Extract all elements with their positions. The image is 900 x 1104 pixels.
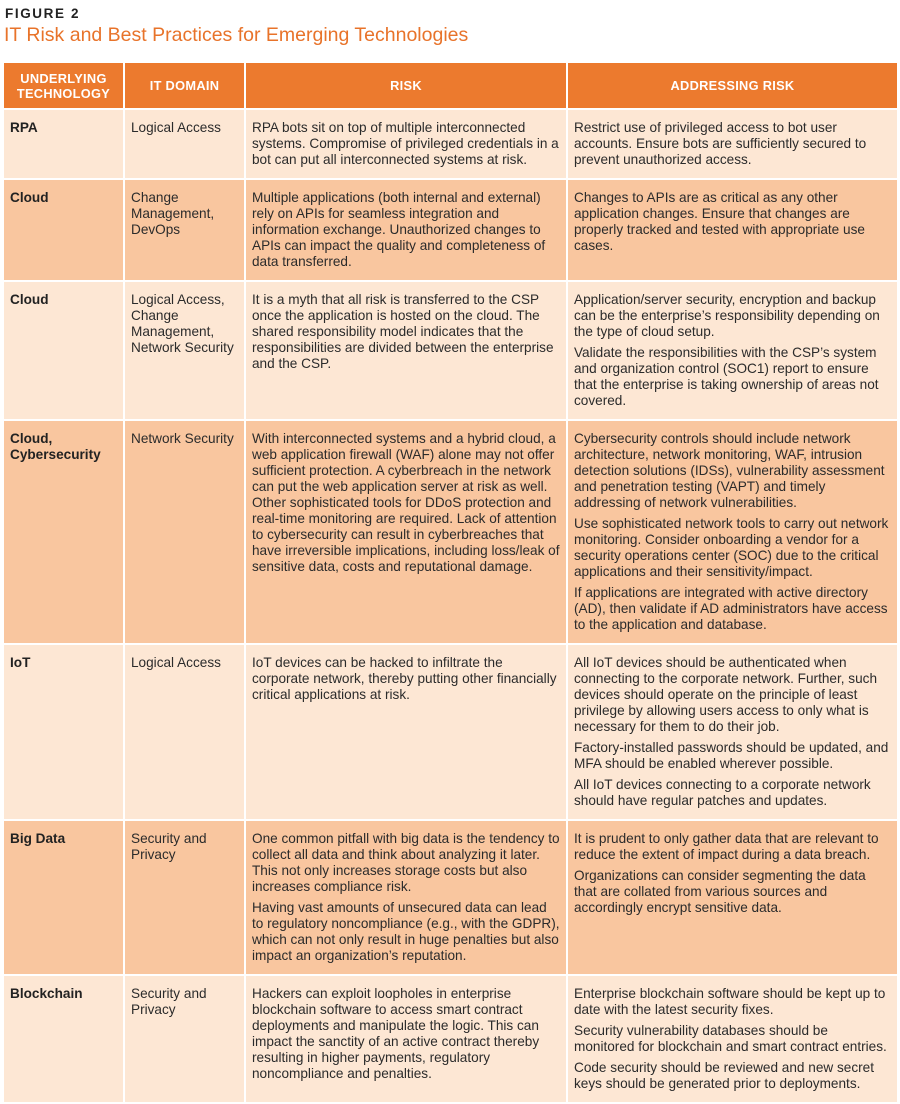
header-domain: IT DOMAIN (125, 63, 246, 110)
domain-cell: Security and Privacy (125, 976, 246, 1104)
risk-text: With interconnected systems and a hybrid cloud, a web application firewall (WAF) alone may not offer sufficient protection. A cyberbreach in the network can put the web application server at risk as well. Other sophisticated tools for DDoS protection and real-time monitoring are required. Lack of attention to cybersecurity can result in cyberbreaches that have irreversible implications, including loss/leak of sensitive data, costs and reputational damage. (252, 431, 560, 574)
addressing-text: Enterprise blockchain software should be kept up to date with the latest security fixes. (574, 986, 886, 1017)
risk-text: It is a myth that all risk is transferred to the CSP once the application is hosted on the cloud. The shared responsibility model indicates that the responsibilities are divided between the enterprise and the CSP. (252, 292, 554, 371)
addressing-text: It is prudent to only gather data that are relevant to reduce the extent of impact during a data breach. (574, 831, 879, 862)
domain-cell: Logical Access (125, 110, 246, 180)
risk-cell (246, 976, 568, 1104)
addressing-cell (568, 421, 897, 645)
risk-table (4, 63, 897, 1104)
addressing-cell (568, 976, 897, 1104)
addressing-text: Changes to APIs are as critical as any other application changes. Ensure that changes are properly tracked and tested with appropriate use cases. (574, 190, 865, 253)
table-row (4, 421, 897, 645)
addressing-text: Use sophisticated network tools to carry out network monitoring. Consider onboarding a vendor for a security operations center (SOC) due to the critical applications and their sensitivity/impact. (574, 516, 889, 579)
table-row (4, 976, 897, 1104)
technology-cell: RPA (4, 110, 125, 180)
addressing-text: Factory-installed passwords should be updated, and MFA should be enabled wherever possible. (574, 740, 889, 771)
header-technology: UNDERLYING TECHNOLOGY (4, 63, 125, 110)
addressing-text: All IoT devices should be authenticated when connecting to the corporate network. Further, such devices should operate on the principle of least privilege by allowing users access to only what is necessary for them to do their job. (574, 655, 878, 734)
risk-cell (246, 110, 568, 180)
technology-cell: Blockchain (4, 976, 125, 1104)
technology-cell: Big Data (4, 821, 125, 976)
technology-cell: Cloud (4, 180, 125, 282)
addressing-text: Restrict use of privileged access to bot user accounts. Ensure bots are sufficiently secured to prevent unauthorized access. (574, 120, 867, 167)
domain-cell: Security and Privacy (125, 821, 246, 976)
risk-cell (246, 421, 568, 645)
addressing-cell (568, 821, 897, 976)
addressing-cell (568, 110, 897, 180)
risk-text: One common pitfall with big data is the tendency to collect all data and think about analyzing it later. This not only increases storage costs but also increases compliance risk. (252, 831, 560, 894)
domain-cell: Network Security (125, 421, 246, 645)
risk-cell (246, 180, 568, 282)
header-risk: RISK (246, 63, 568, 110)
technology-cell: IoT (4, 645, 125, 821)
addressing-text: Organizations can consider segmenting the data that are collated from various sources and accordingly encrypt sensitive data. (574, 868, 866, 915)
risk-text: Having vast amounts of unsecured data can lead to regulatory noncompliance (e.g., with the GDPR), which can not only result in huge penalties but also impact an organization’s reputation. (252, 900, 560, 963)
addressing-cell (568, 645, 897, 821)
addressing-text: Validate the responsibilities with the CSP’s system and organization control (SOC1) report to ensure that the enterprise is taking ownership of areas not covered. (574, 345, 879, 408)
header-addressing: ADDRESSING RISK (568, 63, 897, 110)
technology-cell: Cloud, Cybersecurity (4, 421, 125, 645)
risk-text: Hackers can exploit loopholes in enterprise blockchain software to access smart contract deployments and manipulate the logic. This can impact the sanctity of an active contract thereby resulting in higher payments, regulatory noncompliance and penalties. (252, 986, 540, 1081)
addressing-text: Security vulnerability databases should be monitored for blockchain and smart contract entries. (574, 1023, 887, 1054)
addressing-cell (568, 180, 897, 282)
table-header-row (4, 63, 897, 110)
table-row (4, 282, 897, 421)
figure-label: FIGURE 2 (5, 6, 81, 21)
addressing-text: All IoT devices connecting to a corporate network should have regular patches and updates. (574, 777, 871, 808)
table-row (4, 180, 897, 282)
table-row (4, 645, 897, 821)
table-row (4, 821, 897, 976)
domain-cell: Logical Access, Change Management, Network Security (125, 282, 246, 421)
addressing-cell (568, 282, 897, 421)
addressing-text: If applications are integrated with active directory (AD), then validate if AD administrators have access to the application and database. (574, 585, 888, 632)
addressing-text: Application/server security, encryption and backup can be the enterprise’s responsibility depending on the type of cloud setup. (574, 292, 880, 339)
table-row (4, 110, 897, 180)
risk-text: RPA bots sit on top of multiple interconnected systems. Compromise of privileged credentials in a bot can put all interconnected systems at risk. (252, 120, 559, 167)
addressing-text: Code security should be reviewed and new secret keys should be generated prior to deployments. (574, 1060, 874, 1091)
figure-title: IT Risk and Best Practices for Emerging Technologies (4, 24, 469, 46)
technology-cell: Cloud (4, 282, 125, 421)
domain-cell: Change Management, DevOps (125, 180, 246, 282)
domain-cell: Logical Access (125, 645, 246, 821)
risk-cell (246, 282, 568, 421)
addressing-text: Cybersecurity controls should include network architecture, network monitoring, WAF, intrusion detection solutions (IDSs), vulnerability assessment and penetration testing (VAPT) and timely addressing of network vulnerabilities. (574, 431, 885, 510)
risk-cell (246, 821, 568, 976)
risk-cell (246, 645, 568, 821)
risk-text: Multiple applications (both internal and external) rely on APIs for seamless integration and information exchange. Unauthorized changes to APIs can impact the quality and completeness of data transferred. (252, 190, 546, 269)
risk-text: IoT devices can be hacked to infiltrate the corporate network, thereby putting other financially critical applications at risk. (252, 655, 557, 702)
